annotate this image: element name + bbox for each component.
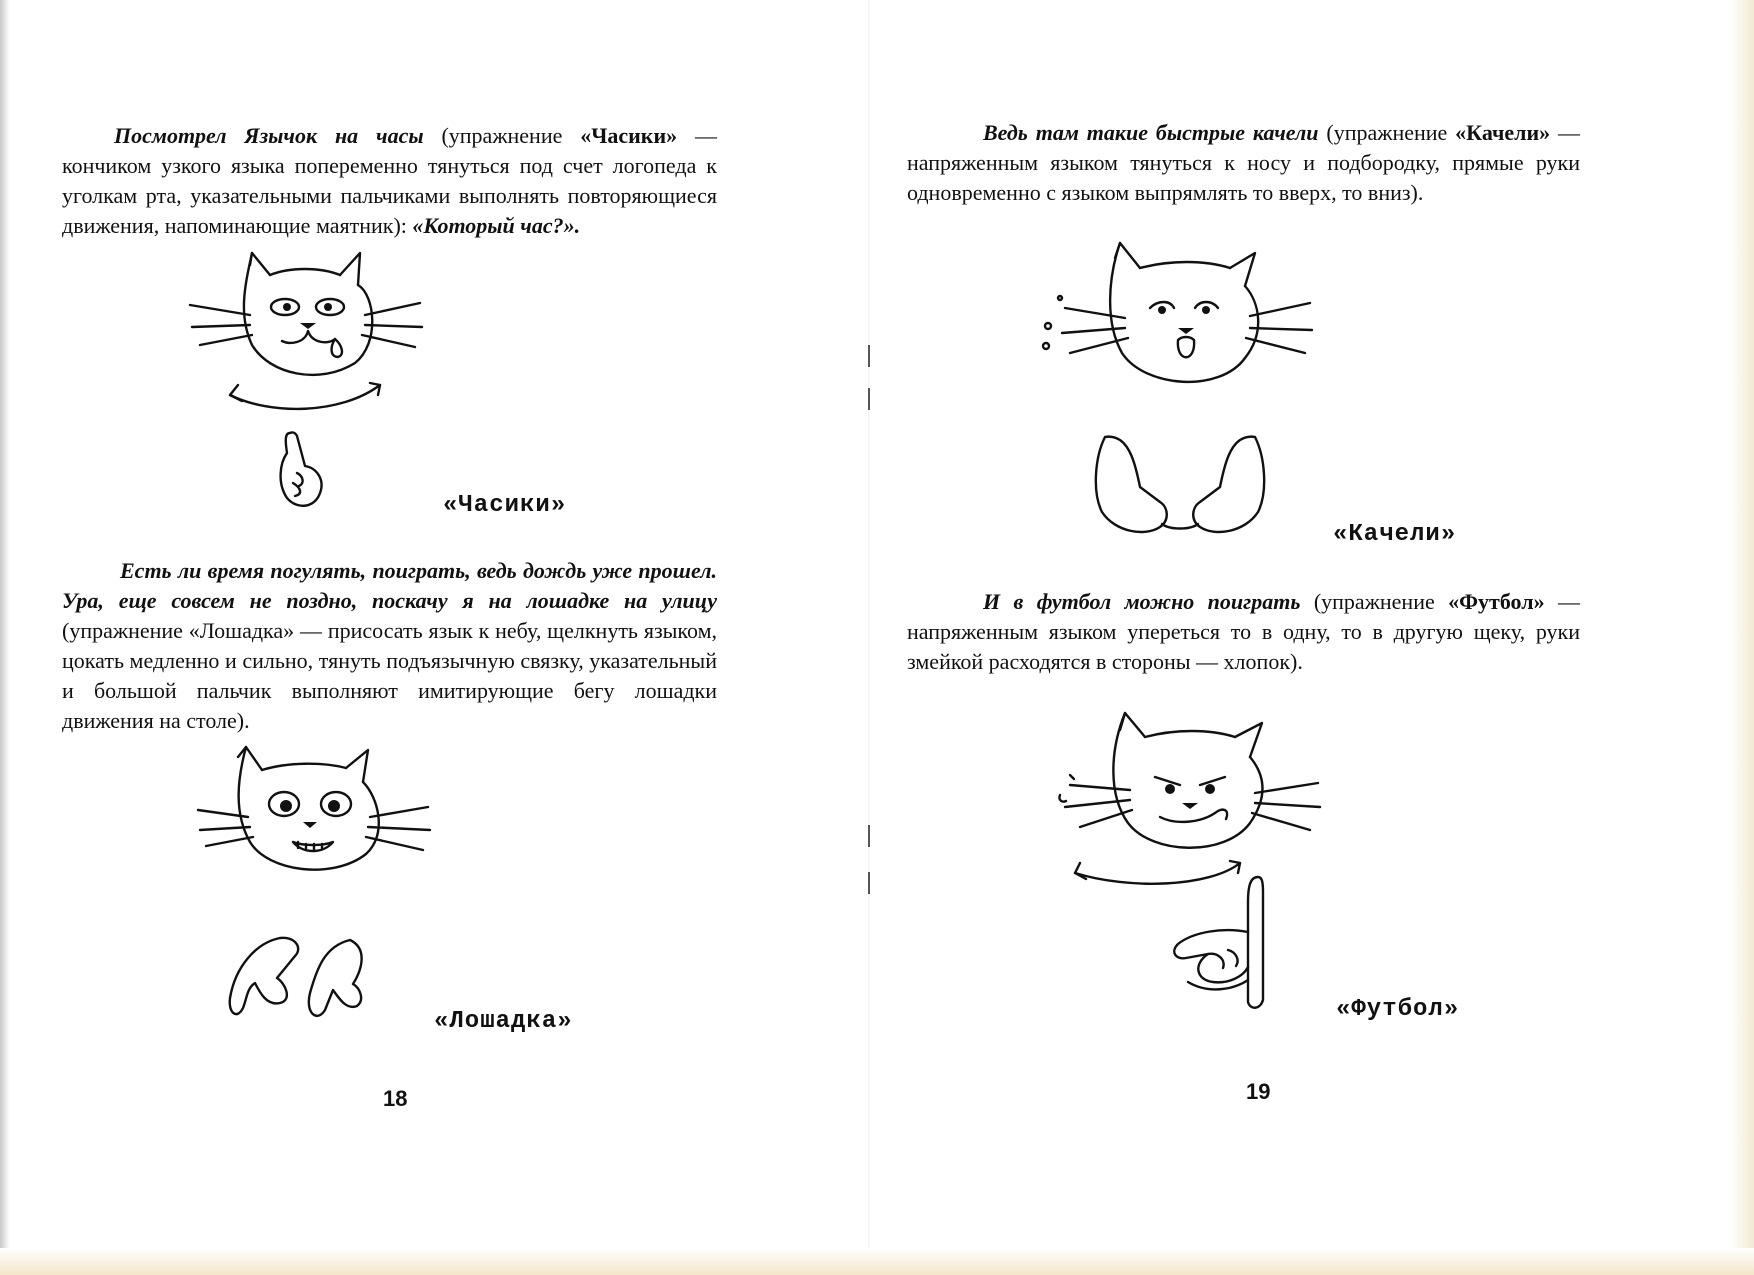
exercise-horse-lead: Есть ли время погулять, поиграть, ведь дождь уже прошел. Ура, еще совсем не поздно, поскачу я на лошадке на улицу [62, 558, 717, 613]
exercise-swing-name: «Качели» [1455, 120, 1551, 145]
staple-mark [868, 872, 870, 894]
hands-swing-icon [1090, 432, 1270, 542]
caption-horse: «Лошадка» [434, 1008, 573, 1035]
cat-horse-illustration [198, 742, 438, 902]
exercise-football-name: «Футбол» [1448, 589, 1545, 614]
exercise-clock-text: (упражнение [423, 123, 581, 148]
exercise-clock-name: «Часики» [580, 123, 678, 148]
exercise-swing-text-2: — напряженным языком тянуться к носу и подбородку, прямые руки одновременно с языком выпрямлять то вверх, то вниз). [907, 120, 1581, 205]
exercise-football-lead: И в футбол можно поиграть [983, 589, 1301, 614]
book-gutter [868, 0, 870, 1275]
exercise-clock-paragraph [62, 121, 717, 241]
exercise-football-text: (упражнение [1300, 589, 1449, 614]
finger-football-icon [1168, 872, 1283, 1012]
exercise-clock-lead: Посмотрел Язычок на часы [114, 123, 424, 148]
page-edge-bottom [0, 1248, 1754, 1275]
exercise-horse-text: (упражнение «Лошадка» — присосать язык к небу, щелкнуть языком, цокать медленно и сильно, тянуть подъязычную связку, указательный и большой пальчик выполняют имитирующие бегу лошадки движения на столе). [62, 618, 717, 733]
caption-clock: «Часики» [443, 492, 567, 519]
caption-football: «Футбол» [1336, 996, 1460, 1023]
page-number-left: 18 [383, 1086, 408, 1111]
exercise-swing-lead: Ведь там такие быстрые качели [983, 120, 1319, 145]
page-number-right: 19 [1246, 1079, 1271, 1104]
page-edge-shadow [0, 0, 10, 1275]
staple-mark [868, 345, 870, 367]
hands-horse-icon [225, 928, 395, 1028]
cat-swing-illustration [1040, 238, 1320, 413]
exercise-football-text-2: — напряженным языком упереться то в одну, то в другую щеку, руки змейкой расходятся в стороны — хлопок). [907, 589, 1580, 674]
exercise-clock-quote: «Который час?». [412, 213, 581, 238]
staple-mark [868, 388, 870, 410]
exercise-horse-paragraph [62, 556, 717, 736]
caption-swing: «Качели» [1333, 521, 1457, 548]
staple-mark [868, 825, 870, 847]
cat-clock-illustration [190, 245, 430, 420]
cat-football-illustration [1040, 705, 1330, 880]
exercise-swing-text: (упражнение [1318, 120, 1456, 145]
exercise-clock-text-2: — кончиком узкого языка попеременно тянуться под счет логопеда к уголкам рта, указательными пальчиками выполнять повторяющиеся движения, напоминающие маятник): [62, 123, 718, 238]
finger-hand-icon [275, 428, 335, 513]
exercise-swing-paragraph [907, 118, 1580, 208]
page-edge-right [1730, 0, 1754, 1275]
exercise-football-paragraph [907, 587, 1580, 677]
